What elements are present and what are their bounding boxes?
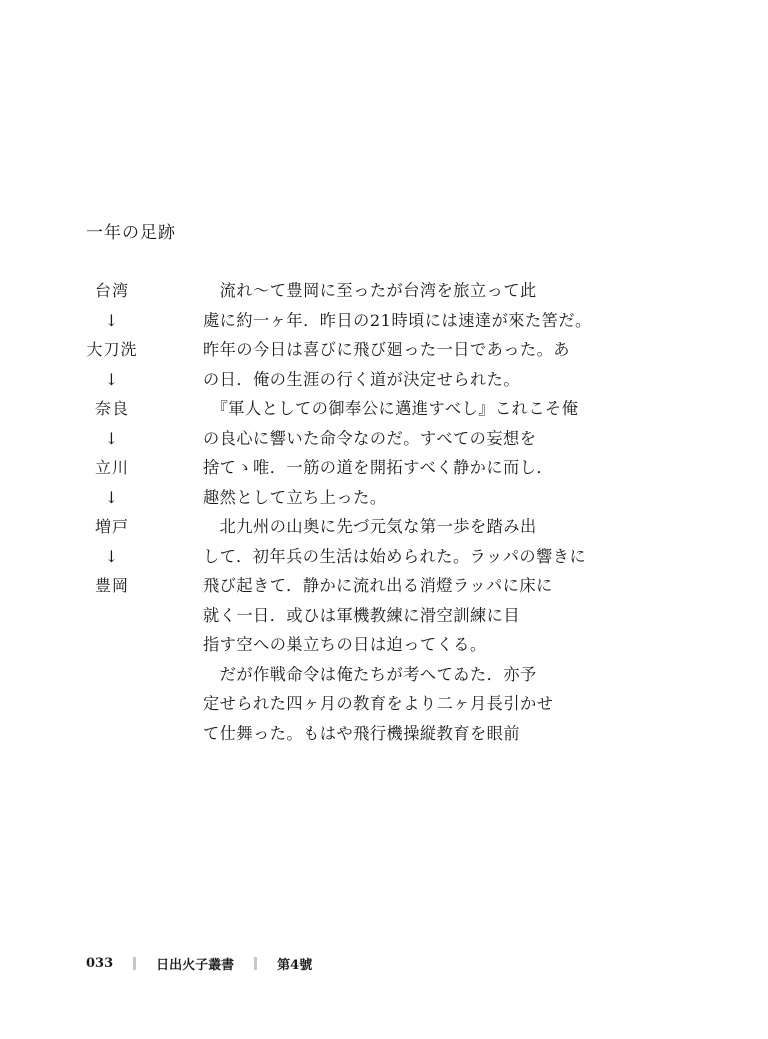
body-line: 捨てゝ唯．一筋の道を開拓すべく静かに而し．	[203, 458, 554, 477]
body-line: の良心に響いた命令なのだ。すべての妄想を	[203, 428, 537, 448]
route-arrow: ↓	[104, 428, 120, 448]
body-line: だが作戦命令は俺たちが考へてゐた．亦予	[203, 664, 537, 684]
page-number: 033	[86, 956, 114, 971]
issue-number: 第4號	[277, 958, 313, 973]
body-line: 處に約一ヶ年．昨日の21時頃には速達が來た筈だ。	[203, 310, 592, 330]
body-line: 昨年の今日は喜びに飛び廻った一日であった。あ	[203, 340, 570, 359]
body-line: 定せられた四ヶ月の教育をより二ヶ月長引かせ	[203, 694, 554, 713]
body-line: 趣然として立ち上った。	[203, 487, 387, 507]
page-title: 一年の足跡	[86, 223, 176, 243]
body-line: 流れ〜て豊岡に至ったが台湾を旅立って此	[203, 281, 537, 300]
body-line: 北九州の山奥に先づ元気な第一歩を踏み出	[203, 517, 537, 536]
body-line: 飛び起きて．静かに流れ出る消燈ラッパに床に	[203, 576, 553, 595]
page-footer	[86, 954, 312, 973]
route-list	[84, 276, 140, 601]
route-place-nara: 奈良	[94, 399, 129, 418]
body-line: 『軍人としての御奉公に邁進すべし』これこそ俺	[203, 399, 579, 418]
body-line: て仕舞った。もはや飛行機操縦教育を眼前	[203, 723, 521, 743]
route-place-tachiarai: 大刀洗	[86, 340, 138, 359]
footer-divider	[133, 957, 136, 970]
route-place-masuko: 増戸	[94, 517, 129, 536]
route-arrow: ↓	[104, 487, 120, 507]
route-place-taiwan: 台湾	[94, 281, 129, 300]
body-line: の日．俺の生涯の行く道が決定せられた。	[203, 369, 521, 389]
footer-divider	[254, 957, 257, 970]
body-text	[203, 276, 603, 748]
body-line: 就く一日．或ひは軍機教練に滑空訓練に目	[203, 605, 521, 625]
route-arrow: ↓	[104, 546, 120, 566]
body-line: して．初年兵の生活は始められた。ラッパの響きに	[203, 546, 587, 566]
body-line: 指す空への巣立ちの日は迫ってくる。	[203, 635, 487, 654]
route-place-toyooka: 豊岡	[94, 576, 129, 595]
route-arrow: ↓	[104, 369, 120, 389]
series-title: 日出火子叢書	[156, 958, 235, 973]
route-arrow: ↓	[104, 310, 120, 330]
route-place-tachikawa: 立川	[94, 458, 129, 477]
